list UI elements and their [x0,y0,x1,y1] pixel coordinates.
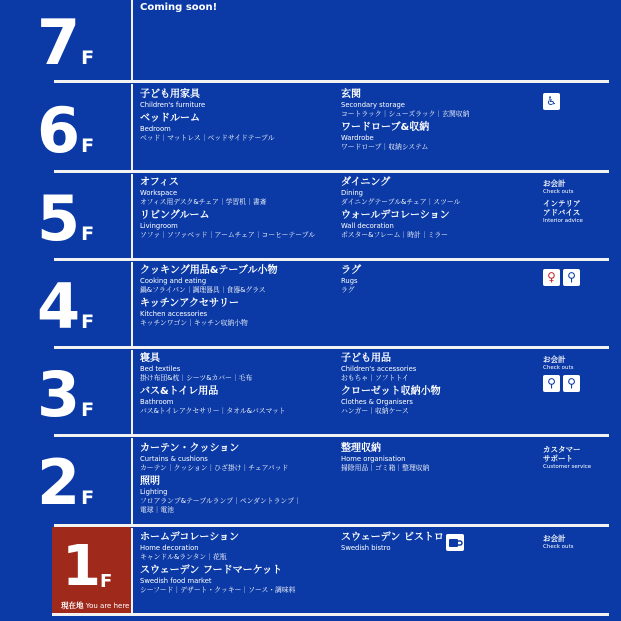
floor-suffix: F [100,571,113,592]
category-english: Bed textiles [140,365,181,373]
floor-1-left-column [140,532,295,595]
category-items: バス&トイレアクセサリー｜タオル&バスマット [140,407,286,415]
category-title: 玄関 [341,89,361,100]
category-title: ホームデコレーション [140,532,239,543]
category-title: クローゼット収納小物 [341,386,441,397]
wheelchair-icon: ♿ [543,93,560,110]
divider-vertical [131,174,133,258]
category-english: Clothes & Organisers [341,398,413,406]
floor-2-services [543,445,591,471]
service-title: お会計 [543,355,566,364]
divider-vertical [131,438,133,524]
category-english: Swedish food market [140,577,212,585]
category-english: Wardrobe [341,134,374,142]
category-items: ダイニングテーブル&チェア｜スツール [341,198,461,206]
floor-4-left-column [140,265,278,328]
service-title: お会計 [543,179,566,188]
category-title: 寝具 [140,353,160,364]
category-items: ラグ [341,286,355,294]
category-title: 子ども用品 [341,353,391,364]
category-items: ハンガー｜収納ケース [341,407,409,415]
floor-3-right-column [341,353,441,416]
category-english: Curtains & cushions [140,455,208,463]
category-english: Swedish bistro [341,544,391,552]
category-title: スウェーデン ビストロ [341,532,444,543]
floor-4-right-column [341,265,361,295]
category-items: フロアランプ&テーブルランプ｜ペンダントランプ｜ [140,497,301,505]
you-are-here-label: 現在地 You are here [61,601,130,610]
category-items: 掃除用品｜ゴミ箱｜整理収納 [341,464,430,472]
divider-horizontal [54,258,609,261]
category-english: Rugs [341,277,358,285]
category-items: ベッド｜マットレス｜ベッドサイドテーブル [140,134,275,142]
floor-number-2: 2 F [36,446,95,519]
coming-soon-label: Coming soon! [140,2,218,13]
category-english: Workspace [140,189,178,197]
category-title: ベッドルーム [140,113,200,124]
category-english: Kitchen accessories [140,310,208,318]
current-floor-marker [52,527,131,613]
category-items: キャンドル&ランタン｜花瓶 [140,553,227,561]
category-items: 電球｜電池 [140,506,174,514]
floor-1-right-column [341,532,444,553]
category-items: おもちゃ｜ソフトトイ [341,374,409,382]
category-title: キッチンアクセサリー [140,298,239,309]
category-title: カーテン・クッション [140,443,240,454]
category-items: 掛け布団&枕｜シーツ&カバー｜毛布 [140,374,253,382]
floor-3-services [543,355,574,372]
category-title: ウォールデコレーション [341,210,450,221]
category-english: Bedroom [140,125,171,133]
category-english: Children's furniture [140,101,206,109]
category-english: Dining [341,189,363,197]
floor-6-left-column [140,89,274,143]
category-items: ソファ｜ソファベッド｜アームチェア｜コーヒーテーブル [140,231,316,239]
category-title: ラグ [341,265,361,276]
baby-care-icon: ⚲ [563,375,580,392]
category-english: Lighting [140,488,168,496]
floor-5-right-column [341,177,460,240]
category-title: バス&トイレ用品 [140,386,219,397]
floor-3-left-column [140,353,286,416]
category-english: Home decoration [140,544,199,552]
restroom-icon: ⚲ [543,375,560,392]
divider-horizontal [54,434,609,437]
service-english: Interior advice [543,218,583,224]
divider-horizontal [52,613,609,616]
service-english: Check outs [543,189,574,195]
category-title: 整理収納 [341,443,381,454]
category-items: ポスター&フレーム｜時計｜ミラー [341,231,448,239]
floor-5-services [543,179,583,225]
category-title: 照明 [140,476,160,487]
service-title: カスタマー サポート [543,445,581,463]
category-items: コートラック｜シューズラック｜玄関収納 [341,110,470,118]
divider-vertical [131,0,133,80]
divider-horizontal [54,346,609,349]
category-title: スウェーデン フードマーケット [140,565,283,576]
service-english: Check outs [543,365,574,371]
category-items: キッチンワゴン｜キッチン収納小物 [140,319,248,327]
floor-number-4: 4 F [36,270,95,343]
divider-horizontal [54,524,609,527]
category-title: ワードローブ&収納 [341,122,430,133]
category-english: Home organisation [341,455,406,463]
floor-6-right-column [341,89,469,152]
category-items: ワードローブ｜収納システム [341,143,429,151]
category-items: 鍋&フライパン｜調理器具｜食器&グラス [140,286,266,294]
divider-vertical [131,350,133,434]
divider-horizontal [54,80,609,83]
category-english: Livingroom [140,222,178,230]
category-english: Cooking and eating [140,277,207,285]
floor-number-7: 7 F [36,6,95,79]
category-items: カーテン｜クッション｜ひざ掛け｜チェアパッド [140,464,289,472]
category-english: Children's accessories [341,365,417,373]
category-title: クッキング用品&テーブル小物 [140,265,278,276]
floor-2-left-column [140,443,301,515]
floor-2-right-column [341,443,429,473]
category-title: オフィス [140,177,179,188]
divider-vertical [131,262,133,346]
category-english: Bathroom [140,398,174,406]
baby-care-icon: ⚲ [563,269,580,286]
divider-horizontal [54,170,609,173]
category-title: リビングルーム [140,210,210,221]
floor-5-left-column [140,177,315,240]
service-english: Customer service [543,464,592,470]
category-title: 子ども用家具 [140,89,200,100]
floor-1-services [543,534,574,551]
category-items: シーフード｜デザート・クッキー｜ソース・調味料 [140,586,296,594]
floor-number-1: 1 [62,534,101,599]
category-items: オフィス用デスク&チェア｜学習机｜書斎 [140,198,267,206]
divider-vertical [131,528,133,613]
floor-number-3: 3 F [36,358,95,431]
divider-vertical [131,84,133,170]
coffee-cup-icon [446,534,464,551]
category-title: ダイニング [341,177,391,188]
category-english: Secondary storage [341,101,405,109]
floor-number-6: 6 F [36,94,95,167]
service-english: Check outs [543,544,574,550]
category-english: Wall decoration [341,222,394,230]
womens-restroom-icon: ♀ [543,269,560,286]
floor-number-5: 5 F [36,182,95,255]
service-title: インテリア アドバイス [543,199,581,217]
service-title: お会計 [543,534,566,543]
